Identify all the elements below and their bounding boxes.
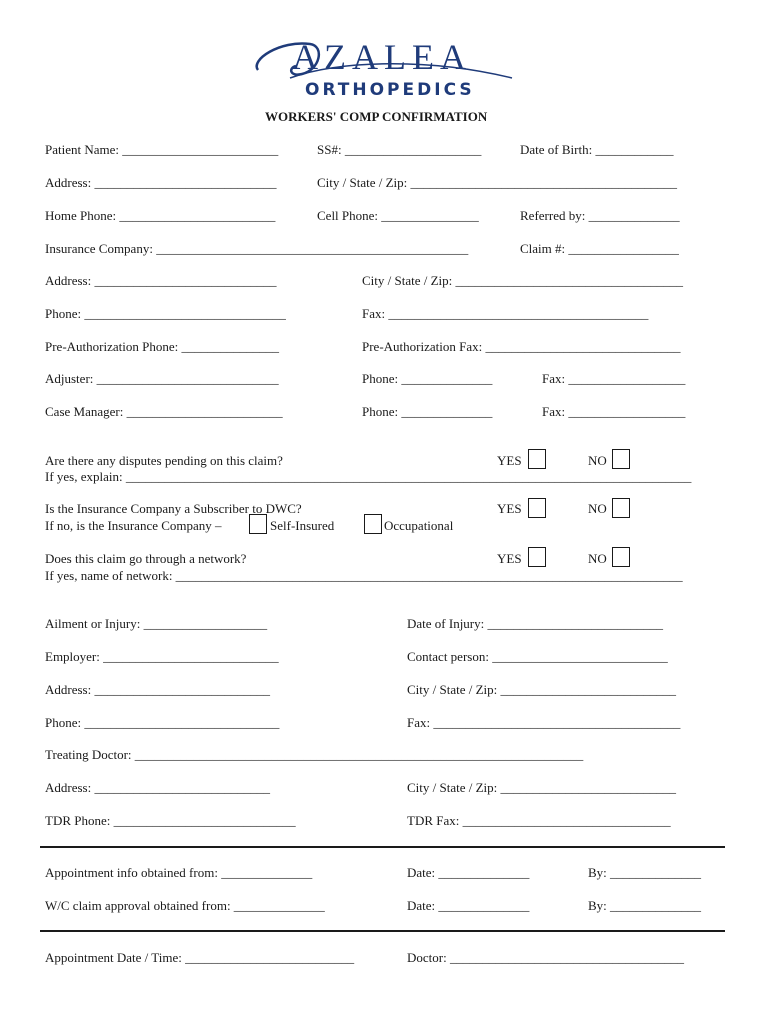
dwc-no-checkbox[interactable] [612,498,630,518]
contact-person-field[interactable]: Contact person: ___________________________ [407,649,668,664]
disputes-no-checkbox[interactable] [612,449,630,469]
dwc-yes-label: YES [497,501,522,516]
insurance-address-field[interactable]: Address: ____________________________ [45,273,277,288]
self-insured-label: Self-Insured [270,518,335,533]
wc-approval-field[interactable]: W/C claim approval obtained from: ______________ [45,898,325,913]
appointment-date-time-field[interactable]: Appointment Date / Time: __________________________ [45,950,355,965]
network-question: Does this claim go through a network? [45,551,247,566]
insurance-city-state-zip-field[interactable]: City / State / Zip: ___________________________________ [362,273,684,288]
insurance-fax-field[interactable]: Fax: ________________________________________ [362,306,649,321]
adjuster-fax-field[interactable]: Fax: __________________ [542,371,686,386]
disputes-explain-field[interactable]: If yes, explain: _______________________________________________________________________________________ [45,469,692,484]
cell-phone-field[interactable]: Cell Phone: _______________ [317,208,479,223]
self-insured-checkbox[interactable] [249,514,267,534]
employer-address-field[interactable]: Address: ___________________________ [45,682,270,697]
disputes-yes-checkbox[interactable] [528,449,546,469]
date-of-injury-field[interactable]: Date of Injury: ___________________________ [407,616,664,631]
preauth-fax-field[interactable]: Pre-Authorization Fax: ______________________________ [362,339,681,354]
dwc-if-no-label: If no, is the Insurance Company – [45,518,222,533]
logo-wordmark: AZALEA [292,37,472,77]
treating-doctor-field[interactable]: Treating Doctor: _____________________________________________________________________ [45,747,584,762]
appointment-info-date-field[interactable]: Date: ______________ [407,865,530,880]
wc-approval-by-field[interactable]: By: ______________ [588,898,702,913]
claim-number-field[interactable]: Claim #: _________________ [520,241,679,256]
insurance-company-field[interactable]: Insurance Company: ________________________________________________ [45,241,469,256]
section-divider [40,846,725,848]
case-manager-phone-field[interactable]: Phone: ______________ [362,404,493,419]
network-yes-label: YES [497,551,522,566]
dwc-no-label: NO [588,501,607,516]
network-yes-checkbox[interactable] [528,547,546,567]
employer-fax-field[interactable]: Fax: ______________________________________ [407,715,681,730]
appointment-info-by-field[interactable]: By: ______________ [588,865,702,880]
dwc-yes-checkbox[interactable] [528,498,546,518]
insurance-phone-field[interactable]: Phone: _______________________________ [45,306,286,321]
city-state-zip-field[interactable]: City / State / Zip: _________________________________________ [317,175,678,190]
preauth-phone-field[interactable]: Pre-Authorization Phone: _______________ [45,339,279,354]
occupational-checkbox[interactable] [364,514,382,534]
case-manager-field[interactable]: Case Manager: ________________________ [45,404,283,419]
appointment-info-field[interactable]: Appointment info obtained from: ______________ [45,865,313,880]
network-no-label: NO [588,551,607,566]
dob-field[interactable]: Date of Birth: ____________ [520,142,674,157]
network-no-checkbox[interactable] [612,547,630,567]
dwc-subscriber-question: Is the Insurance Company a Subscriber to DWC? [45,501,302,516]
adjuster-phone-field[interactable]: Phone: ______________ [362,371,493,386]
company-logo [250,30,520,105]
disputes-yes-label: YES [497,453,522,468]
disputes-question: Are there any disputes pending on this claim? [45,453,283,468]
employer-field[interactable]: Employer: ___________________________ [45,649,279,664]
doctor-city-state-zip-field[interactable]: City / State / Zip: ___________________________ [407,780,677,795]
ailment-field[interactable]: Ailment or Injury: ___________________ [45,616,268,631]
tdr-fax-field[interactable]: TDR Fax: ________________________________ [407,813,671,828]
doctor-address-field[interactable]: Address: ___________________________ [45,780,270,795]
address-field[interactable]: Address: ____________________________ [45,175,277,190]
case-manager-fax-field[interactable]: Fax: __________________ [542,404,686,419]
employer-phone-field[interactable]: Phone: ______________________________ [45,715,280,730]
wc-approval-date-field[interactable]: Date: ______________ [407,898,530,913]
home-phone-field[interactable]: Home Phone: ________________________ [45,208,276,223]
form-title: WORKERS' COMP CONFIRMATION [265,109,488,124]
network-name-field[interactable]: If yes, name of network: ______________________________________________________________________________ [45,568,683,583]
occupational-label: Occupational [384,518,454,533]
ssn-field[interactable]: SS#: _____________________ [317,142,482,157]
referred-by-field[interactable]: Referred by: ______________ [520,208,680,223]
logo-subtitle: ORTHOPEDICS [305,80,475,100]
patient-name-field[interactable]: Patient Name: ________________________ [45,142,279,157]
section-divider [40,930,725,932]
adjuster-field[interactable]: Adjuster: ____________________________ [45,371,279,386]
tdr-phone-field[interactable]: TDR Phone: ____________________________ [45,813,296,828]
disputes-no-label: NO [588,453,607,468]
appointment-doctor-field[interactable]: Doctor: ____________________________________ [407,950,684,965]
employer-city-state-zip-field[interactable]: City / State / Zip: ___________________________ [407,682,677,697]
